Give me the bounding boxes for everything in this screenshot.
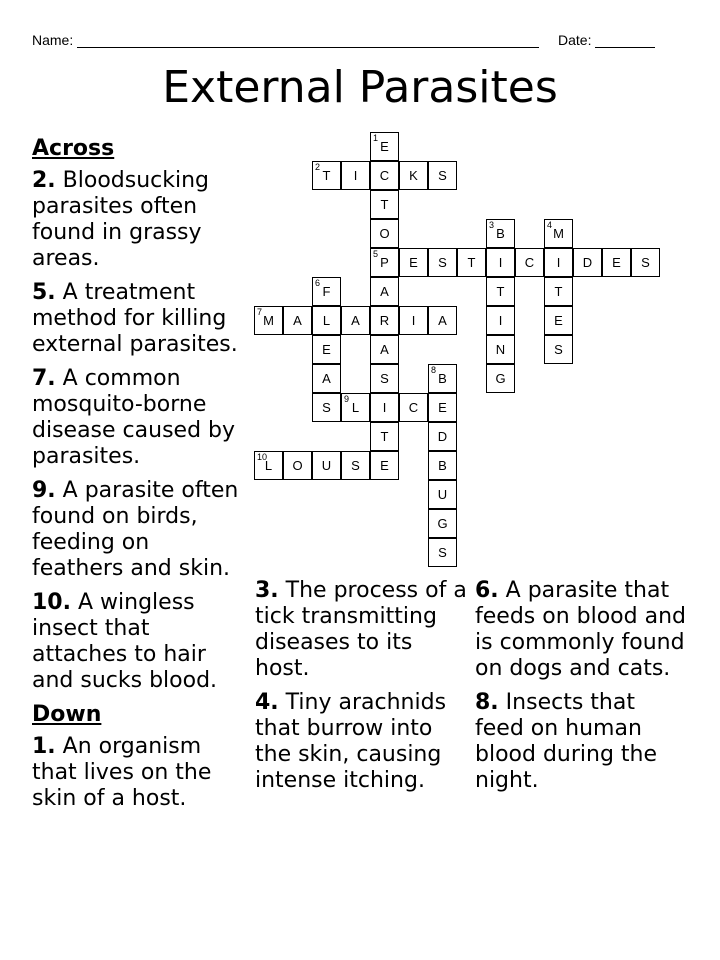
clue-number: 8. [475,690,499,715]
cell-letter: D [582,255,593,270]
crossword-cell[interactable] [486,306,515,335]
crossword-cell[interactable] [428,306,457,335]
clues-column-left [32,136,244,820]
cell-letter: S [554,342,563,357]
cell-letter: L [351,400,360,415]
crossword-cell[interactable] [486,364,515,393]
crossword-cell[interactable] [370,335,399,364]
cell-letter: G [495,371,506,386]
clue-text: A wingless insect that attaches to hair and sucks blood. [32,590,218,693]
crossword-cell[interactable] [370,277,399,306]
crossword-cell[interactable] [428,538,457,567]
crossword-cell[interactable] [370,364,399,393]
cell-letter: I [411,313,416,328]
clue-text: A parasite that feeds on blood and is commonly found on dogs and cats. [475,578,686,681]
across-clue-5 [32,280,244,358]
crossword-cell[interactable] [544,219,573,248]
clue-text: A parasite often found on birds, feeding on feathers and skin. [32,478,239,581]
clue-number: 10. [32,590,71,615]
date-label: Date: [558,32,592,48]
cell-letter: S [351,458,360,473]
crossword-cell[interactable] [428,451,457,480]
date-line[interactable] [595,33,655,48]
cell-letter: R [379,313,390,328]
cell-letter: I [498,313,503,328]
clue-number: 9. [32,478,56,503]
clue-text: Bloodsucking parasites often found in grassy areas. [32,168,210,271]
crossword-cell[interactable] [312,277,341,306]
clue-text: An organism that lives on the skin of a host. [32,734,212,811]
crossword-cell[interactable] [544,277,573,306]
crossword-cell[interactable] [341,306,370,335]
crossword-cell[interactable] [370,219,399,248]
crossword-cell[interactable] [312,335,341,364]
cell-number: 4 [547,220,553,230]
across-clue-9 [32,478,244,582]
cell-letter: A [351,313,360,328]
crossword-cell[interactable] [573,248,602,277]
across-heading: Across [32,136,115,161]
cell-letter: S [380,371,389,386]
cell-letter: O [292,458,303,473]
crossword-cell[interactable] [312,393,341,422]
crossword-cell[interactable] [283,306,312,335]
cell-letter: S [438,168,447,183]
down-clue-1 [32,734,244,812]
cell-letter: I [498,255,503,270]
cell-letter: I [382,400,387,415]
cell-letter: S [641,255,650,270]
down-heading: Down [32,702,102,727]
cell-letter: A [380,284,389,299]
cell-letter: C [379,168,390,183]
crossword-cell[interactable] [428,161,457,190]
cell-number: 8 [431,365,437,375]
clue-number: 4. [255,690,279,715]
cell-letter: A [322,371,331,386]
clue-number: 3. [255,578,279,603]
crossword-cell[interactable] [544,306,573,335]
cell-letter: E [409,255,418,270]
clue-number: 5. [32,280,56,305]
cell-letter: D [437,429,448,444]
crossword-cell[interactable] [399,393,428,422]
clues-column-middle [255,578,470,802]
cell-letter: E [438,400,447,415]
crossword-cell[interactable] [370,190,399,219]
cell-letter: I [556,255,561,270]
down-clue-6 [475,578,690,682]
cell-letter: O [379,226,390,241]
clue-number: 6. [475,578,499,603]
cell-letter: A [293,313,302,328]
name-line[interactable] [77,33,539,48]
crossword-cell[interactable] [370,306,399,335]
name-field[interactable] [32,32,539,48]
across-clue-2 [32,168,244,272]
crossword-cell[interactable] [544,248,573,277]
cell-letter: E [380,139,389,154]
across-clue-7 [32,366,244,470]
crossword-cell[interactable] [312,161,341,190]
crossword-cell[interactable] [254,306,283,335]
crossword-cell[interactable] [399,161,428,190]
cell-letter: A [438,313,447,328]
cell-letter: E [612,255,621,270]
cell-number: 1 [373,133,379,143]
cell-letter: C [524,255,535,270]
crossword-cell[interactable] [341,451,370,480]
cell-letter: P [380,255,389,270]
clue-text: Insects that feed on human blood during the night. [475,690,658,793]
crossword-cell[interactable] [428,422,457,451]
cell-number: 7 [257,307,263,317]
cell-letter: M [263,313,274,328]
cell-letter: N [495,342,506,357]
cell-letter: U [437,487,448,502]
down-clue-8 [475,690,690,794]
cell-letter: S [322,400,331,415]
cell-letter: U [321,458,332,473]
cell-letter: T [467,255,476,270]
crossword-cell[interactable] [370,248,399,277]
crossword-cell[interactable] [428,509,457,538]
clue-text: The process of a tick transmitting diseases to its host. [255,578,467,681]
crossword-cell[interactable] [457,248,486,277]
cell-letter: S [438,545,447,560]
cell-letter: M [553,226,564,241]
clue-text: A treatment method for killing external parasites. [32,280,238,357]
crossword-cell[interactable] [515,248,544,277]
crossword-cell[interactable] [428,393,457,422]
crossword-cell[interactable] [602,248,631,277]
crossword-cell[interactable] [283,451,312,480]
cell-number: 10 [257,452,268,462]
cell-letter: G [437,516,448,531]
cell-letter: S [438,255,447,270]
cell-letter: E [322,342,331,357]
cell-letter: B [438,458,447,473]
cell-letter: E [380,458,389,473]
down-clue-3 [255,578,470,682]
crossword-cell[interactable] [399,306,428,335]
cell-letter: B [496,226,505,241]
clue-number: 1. [32,734,56,759]
clue-number: 2. [32,168,56,193]
clue-text: A common mosquito-borne disease caused by parasites. [32,366,236,469]
page-title: External Parasites [162,62,558,113]
crossword-cell[interactable] [370,451,399,480]
name-label: Name: [32,32,74,48]
crossword-cell[interactable] [486,248,515,277]
crossword-cell[interactable] [254,451,283,480]
crossword-cell[interactable] [370,132,399,161]
cell-number: 9 [344,394,350,404]
crossword-cell[interactable] [341,393,370,422]
cell-number: 3 [489,220,495,230]
cell-letter: B [438,371,447,386]
crossword-cell[interactable] [312,364,341,393]
crossword-cell[interactable] [312,306,341,335]
cell-number: 6 [315,278,321,288]
crossword-cell[interactable] [428,248,457,277]
cell-letter: L [264,458,273,473]
cell-number: 5 [373,249,379,259]
crossword-cell[interactable] [370,393,399,422]
cell-number: 2 [315,162,321,172]
date-field[interactable] [558,32,655,48]
crossword-cell[interactable] [486,219,515,248]
cell-letter: L [322,313,331,328]
crossword-cell[interactable] [312,451,341,480]
crossword-cell[interactable] [370,161,399,190]
crossword-cell[interactable] [486,335,515,364]
cell-letter: T [380,197,389,212]
cell-letter: K [409,168,418,183]
crossword-cell[interactable] [428,364,457,393]
cell-letter: A [380,342,389,357]
cell-letter: I [353,168,358,183]
cell-letter: T [496,284,505,299]
clue-text: Tiny arachnids that burrow into the skin, causing intense itching. [255,690,447,793]
down-clue-4 [255,690,470,794]
cell-letter: E [554,313,563,328]
crossword-cell[interactable] [428,480,457,509]
crossword-cell[interactable] [341,161,370,190]
cell-letter: T [322,168,331,183]
across-clue-10 [32,590,244,694]
cell-letter: T [554,284,563,299]
crossword-cell[interactable] [399,248,428,277]
crossword-cell[interactable] [544,335,573,364]
cell-letter: C [408,400,419,415]
cell-letter: F [322,284,331,299]
clue-number: 7. [32,366,56,391]
cell-letter: T [380,429,389,444]
crossword-cell[interactable] [370,422,399,451]
crossword-cell[interactable] [486,277,515,306]
clues-column-right [475,578,690,802]
crossword-cell[interactable] [631,248,660,277]
